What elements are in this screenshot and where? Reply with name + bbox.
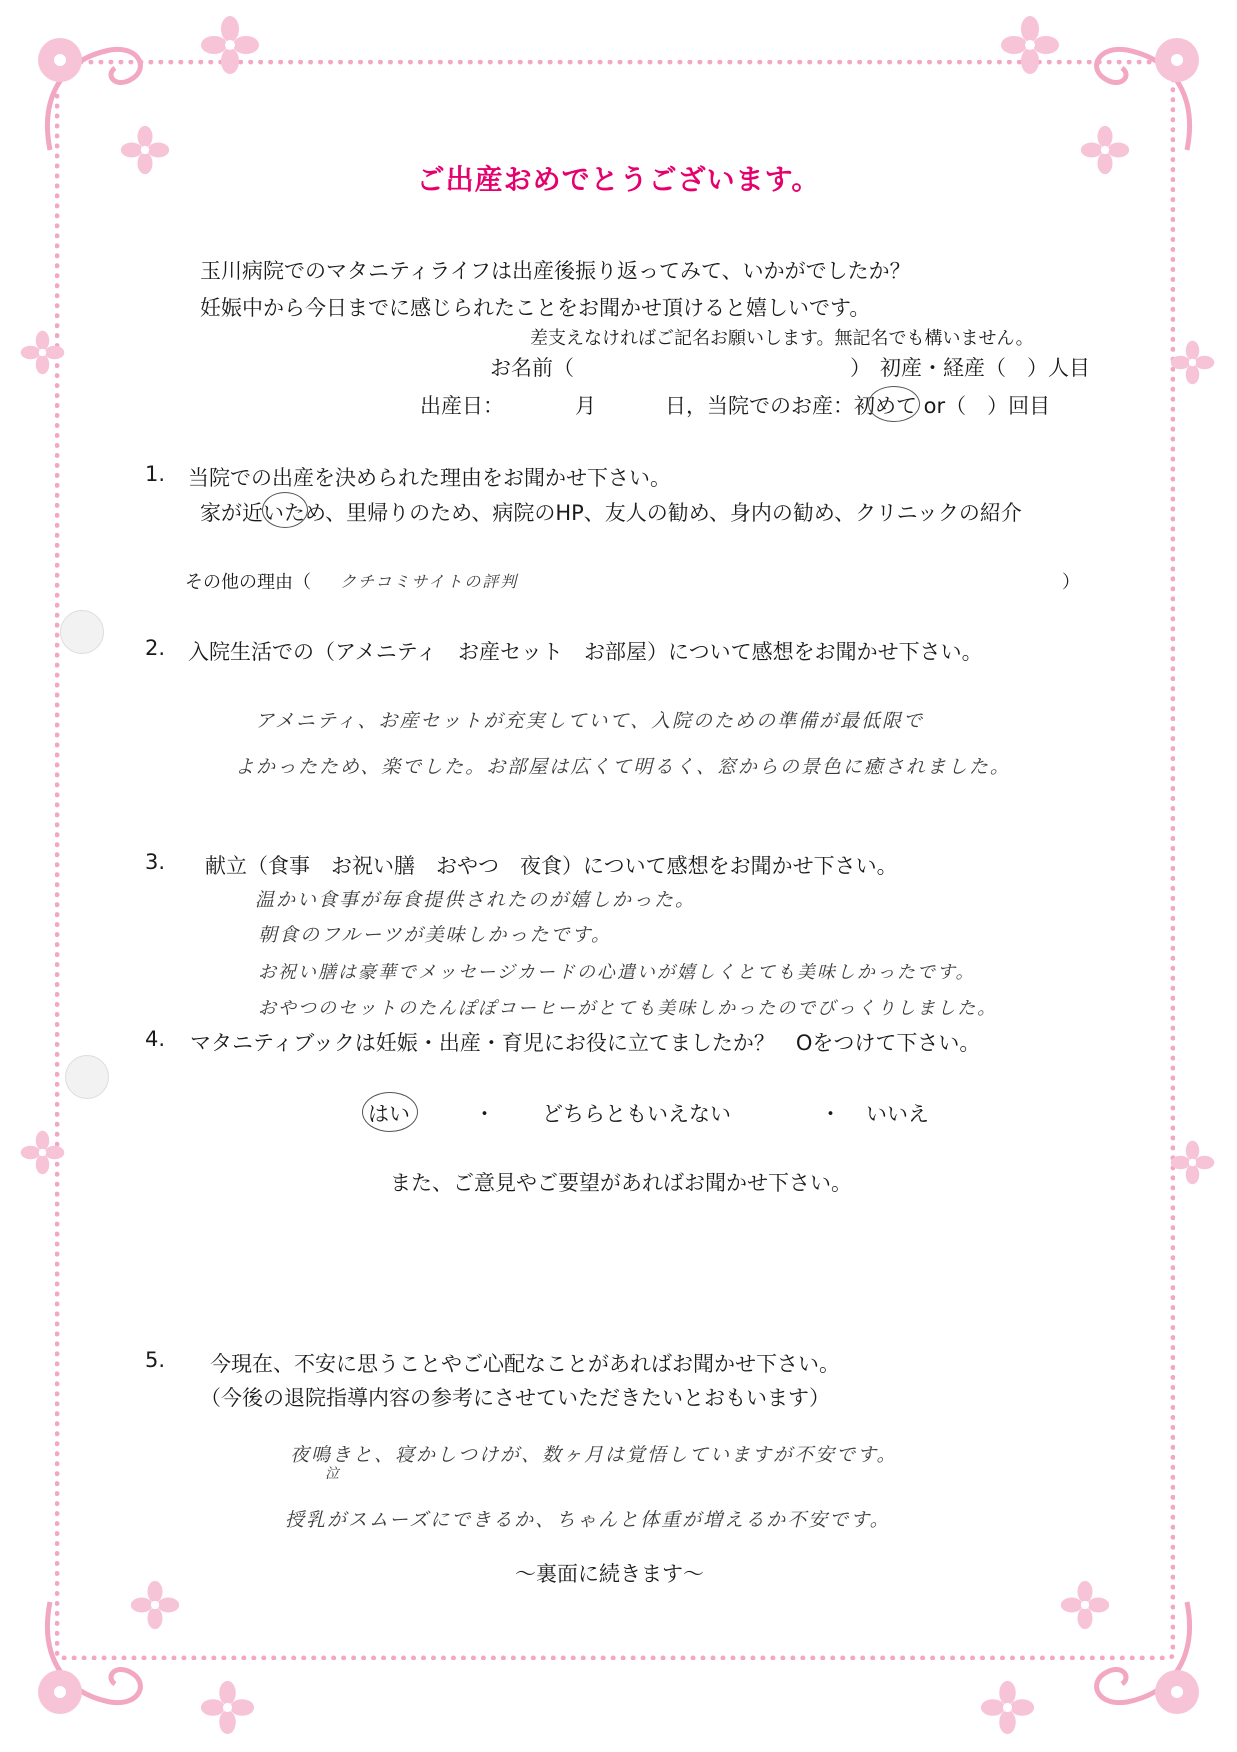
flower-icon <box>1000 15 1060 75</box>
intro-line-3: 差支えなければご記名お願いします。無記名でも構いません。 <box>530 328 1034 349</box>
q5-question: 今現在、不安に思うことやご心配なことがあればお聞かせ下さい。 <box>210 1352 840 1376</box>
month-label: 月 <box>575 394 596 418</box>
q4-followup: また、ご意見やご要望があればお聞かせ下さい。 <box>390 1171 852 1195</box>
flower-icon <box>130 1580 180 1630</box>
flower-icon <box>200 1680 255 1735</box>
flower-icon <box>1060 1580 1110 1630</box>
day-label: 日，当院でのお産：初めて or（ ）回目 <box>665 394 1051 418</box>
flower-icon <box>1170 1140 1215 1185</box>
flower-icon <box>980 1680 1035 1735</box>
birth-date-label: 出産日： <box>420 394 504 418</box>
flower-icon <box>200 15 260 75</box>
name-close: ） <box>850 356 871 380</box>
q4-choice-separator: ・ <box>474 1102 495 1126</box>
q3-answer-line-3: お祝い膳は豪華でメッセージカードの心遣いが嬉しくとても美味しかったです。 <box>258 962 976 983</box>
q3-answer-line-2: 朝食のフルーツが美味しかったです。 <box>258 924 612 946</box>
name-label: お名前（ <box>490 356 574 380</box>
punch-hole <box>60 610 104 654</box>
q2-number: 2. <box>145 636 166 660</box>
q4-choice-neither: どちらともいえない <box>542 1102 731 1126</box>
punch-hole <box>65 1055 109 1099</box>
intro-line-2: 妊娠中から今日までに感じられたことをお聞かせ頂けると嬉しいです。 <box>200 296 871 320</box>
circle-mark <box>262 492 308 528</box>
continued-footer: 〜裏面に続きます〜 <box>515 1562 704 1586</box>
q4-choice-no: いいえ <box>866 1102 929 1126</box>
q3-question: 献立（食事 お祝い膳 おやつ 夜食）について感想をお聞かせ下さい。 <box>205 854 898 878</box>
q3-number: 3. <box>145 850 166 874</box>
parity-label: 初産・経産（ ）人目 <box>880 356 1090 380</box>
q3-answer-line-1: 温かい食事が毎食提供されたのが嬉しかった。 <box>255 889 697 911</box>
q1-options: 家が近いため、里帰りのため、病院のHP、友人の勧め、身内の勧め、クリニックの紹介 <box>200 501 1022 525</box>
flower-icon <box>1170 340 1215 385</box>
intro-line-1: 玉川病院でのマタニティライフは出産後振り返ってみて、いかがでしたか？ <box>200 259 911 283</box>
flower-icon <box>20 1130 65 1175</box>
circle-mark <box>868 386 920 422</box>
flower-icon <box>20 330 65 375</box>
q5-annotation: 泣 <box>325 1466 341 1482</box>
q1-number: 1. <box>145 462 166 486</box>
q2-question: 入院生活での（アメニティ お産セット お部屋）について感想をお聞かせ下さい。 <box>188 640 983 664</box>
q1-other-label: その他の理由（ <box>185 572 311 593</box>
q4-choice-yes: はい <box>368 1102 410 1126</box>
q4-number: 4. <box>145 1027 166 1051</box>
q1-other-answer: クチコミサイトの評判 <box>340 572 519 591</box>
q2-answer-line-2: よかったため、楽でした。お部屋は広くて明るく、窓からの景色に癒されました。 <box>235 756 1011 778</box>
q5-note: （今後の退院指導内容の参考にさせていただきたいとおもいます） <box>200 1386 830 1410</box>
q4-choice-separator: ・ <box>820 1102 841 1126</box>
circle-mark <box>362 1092 418 1132</box>
q3-answer-line-4: おやつのセットのたんぽぽコーヒーがとても美味しかったのでびっくりしました。 <box>258 998 998 1019</box>
q5-number: 5. <box>145 1348 166 1372</box>
q2-answer-line-1: アメニティ、お産セットが充実していて、入院のための準備が最低限で <box>255 710 924 732</box>
q1-question: 当院での出産を決められた理由をお聞かせ下さい。 <box>188 466 671 490</box>
q5-answer-line-2: 授乳がスムーズにできるか、ちゃんと体重が増えるか不安です。 <box>285 1509 891 1531</box>
page-title: ご出産おめでとうございます。 <box>416 163 821 196</box>
q1-other-close: ） <box>1062 572 1080 593</box>
q4-question: マタニティブックは妊娠・出産・育児にお役に立てましたか？ Oをつけて下さい。 <box>190 1031 981 1055</box>
q5-answer-line-1: 夜鳴きと、寝かしつけが、数ヶ月は覚悟していますが不安です。 <box>290 1444 898 1466</box>
